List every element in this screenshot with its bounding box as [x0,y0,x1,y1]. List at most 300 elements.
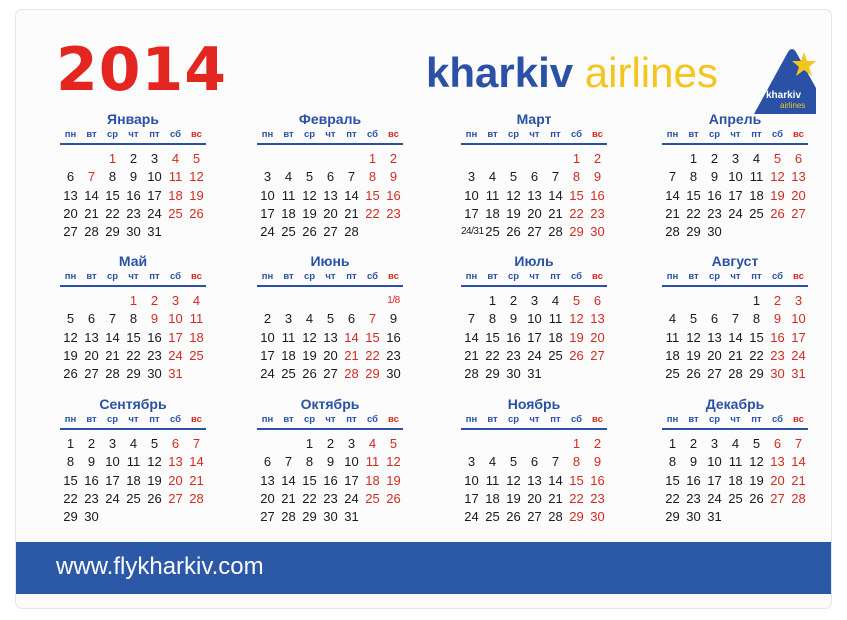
day-cell: 6 [773,436,782,451]
day-cell: 25 [281,224,296,240]
day-cell: 11 [485,472,500,488]
day-cell: 14 [548,187,563,203]
days-grid [662,435,808,526]
day-cell: 11 [126,454,141,470]
day-cell: 1 [488,293,497,308]
day-cell: 21 [344,347,359,363]
day-cell: 2 [129,151,138,166]
weekday-label: ср [106,271,119,282]
empty-cell [102,292,123,310]
day-cell: 6 [326,169,335,185]
day-cell: 16 [126,187,141,203]
month-name: Октябрь [300,396,360,412]
day-cell: 16 [323,472,338,488]
day-cell: 5 [305,169,314,185]
day-cell: 29 [105,224,120,240]
day-cell: 3 [467,454,476,470]
day-cell: 30 [84,509,99,525]
day-cell: 15 [569,187,584,203]
day-cell: 3 [263,169,272,185]
day-cell: 16 [386,329,401,345]
day-cell: 19 [386,472,401,488]
day-cell: 6 [530,454,539,470]
day-cell: 23 [770,347,785,363]
day-cell: 31 [791,366,806,382]
day-cell: 4 [668,311,677,327]
weekday-label: пн [666,414,679,425]
day-cell: 16 [686,472,701,488]
day-cell: 10 [791,311,806,327]
empty-cell [320,150,341,168]
weekday-label: ср [507,414,520,425]
day-cell: 12 [63,329,78,345]
weekday-label: пт [346,271,357,282]
day-cell: 25 [126,490,141,506]
day-cell: 7 [368,311,377,327]
day-cell: 18 [548,329,563,345]
weekday-label: ср [303,129,316,140]
weekday-label: вт [688,129,699,140]
day-cell: 19 [302,205,317,221]
day-cell: 17 [728,187,743,203]
day-cell: 6 [87,311,96,327]
day-cell: 23 [386,347,401,363]
day-cell: 4 [192,293,201,308]
brand-name [426,49,718,96]
day-cell: 12 [749,454,764,470]
day-cell: 30 [686,509,701,525]
day-cell: 17 [260,347,275,363]
weekday-label: пт [149,414,160,425]
day-cell: 2 [710,151,719,166]
day-cell: 13 [168,454,183,470]
day-cell: 13 [260,472,275,488]
weekday-header [60,270,206,287]
day-cell: 9 [389,311,398,327]
weekday-header [461,128,607,145]
month-block [662,110,808,241]
day-cell: 7 [347,169,356,185]
day-cell: 16 [590,187,605,203]
weekday-header [257,270,403,287]
month-name: Июль [514,253,554,269]
day-cell: 12 [569,311,584,327]
day-cell: 16 [386,187,401,203]
day-cell: 27 [63,224,78,240]
day-cell: 24 [260,366,275,382]
day-cell: 2 [326,436,335,451]
day-cell: 3 [150,151,159,166]
day-cell: 20 [527,490,542,506]
day-cell: 9 [773,311,782,327]
day-cell: 8 [305,454,314,470]
day-cell: 13 [527,472,542,488]
day-cell: 23 [707,205,722,221]
day-cell: 12 [686,329,701,345]
day-cell: 22 [749,347,764,363]
day-cell: 22 [63,490,78,506]
day-cell: 7 [87,169,96,185]
day-cell: 4 [488,169,497,185]
day-cell: 12 [302,187,317,203]
day-cell: 31 [168,366,183,382]
day-cell: 9 [593,454,602,470]
weekday-header [60,413,206,430]
day-cell: 27 [791,205,806,221]
day-cell: 6 [347,311,356,327]
weekday-label: ср [507,129,520,140]
day-cell: 23 [506,347,521,363]
weekday-label: вт [688,414,699,425]
day-cell: 4 [305,311,314,327]
day-cell: 10 [147,169,162,185]
day-cell: 31 [344,509,359,525]
day-cell: 29 [485,366,500,382]
day-cell: 17 [260,205,275,221]
day-cell: 25 [485,224,500,240]
day-cell: 19 [147,472,162,488]
day-cell: 2 [593,151,602,166]
day-cell: 1/8 [387,295,400,306]
day-cell: 1 [668,436,677,451]
day-cell: 30 [147,366,162,382]
day-cell: 5 [752,436,761,451]
empty-cell [60,150,81,168]
weekday-label: ср [106,129,119,140]
day-cell: 9 [389,169,398,185]
empty-cell [278,435,299,453]
day-cell: 8 [572,454,581,470]
logo-text-kharkiv: kharkiv [766,90,802,101]
day-cell: 14 [548,472,563,488]
day-cell: 26 [770,205,785,221]
day-cell: 2 [263,311,272,327]
weekday-label: пт [149,129,160,140]
day-cell: 28 [728,366,743,382]
empty-cell [545,150,566,168]
day-cell: 14 [464,329,479,345]
day-cell: 4 [129,436,138,451]
weekday-label: сб [771,271,784,282]
day-cell: 24 [707,490,722,506]
day-cell: 17 [464,490,479,506]
empty-cell [341,150,362,168]
month-name: Январь [107,111,159,127]
day-cell: 7 [284,454,293,470]
weekday-label: вс [191,271,202,282]
day-cell: 16 [590,472,605,488]
day-cell: 16 [770,329,785,345]
day-cell: 13 [770,454,785,470]
weekday-label: пт [550,271,561,282]
empty-cell [257,292,278,310]
empty-cell [524,435,545,453]
weekday-label: пт [346,414,357,425]
day-cell: 24 [105,490,120,506]
day-cell: 30 [590,509,605,525]
day-cell: 25 [749,205,764,221]
day-cell: 18 [485,205,500,221]
day-cell: 11 [168,169,183,185]
days-grid [257,150,403,241]
day-cell: 3 [108,436,117,451]
empty-cell [81,292,102,310]
day-cell: 5 [509,454,518,470]
month-block [257,252,403,383]
day-cell: 14 [105,329,120,345]
month-block [461,110,607,241]
day-cell: 15 [126,329,141,345]
day-cell: 31 [147,224,162,240]
weekday-header [257,413,403,430]
day-cell: 2 [87,436,96,451]
day-cell: 21 [344,205,359,221]
day-cell: 7 [192,436,201,451]
empty-cell [503,435,524,453]
brand-airlines: airlines [584,49,718,96]
weekday-label: вт [86,129,97,140]
day-cell: 3 [731,151,740,166]
weekday-label: вс [191,414,202,425]
empty-cell [278,150,299,168]
day-cell: 20 [323,205,338,221]
day-cell: 22 [686,205,701,221]
weekday-label: пн [666,271,679,282]
day-cell: 24 [344,490,359,506]
day-cell: 2 [389,151,398,166]
empty-cell [482,150,503,168]
weekday-label: сб [169,414,182,425]
days-grid [461,435,607,526]
empty-cell [704,292,725,310]
day-cell: 21 [189,472,204,488]
day-cell: 28 [281,509,296,525]
day-cell: 20 [527,205,542,221]
brand-kharkiv: kharkiv [426,49,574,96]
day-cell: 21 [728,347,743,363]
day-cell: 12 [189,169,204,185]
day-cell: 21 [105,347,120,363]
weekday-label: вс [388,271,399,282]
day-cell: 2 [773,293,782,308]
day-cell: 17 [147,187,162,203]
weekday-label: сб [169,271,182,282]
day-cell: 6 [530,169,539,185]
weekday-label: вт [688,271,699,282]
day-cell: 14 [189,454,204,470]
day-cell: 14 [665,187,680,203]
day-cell: 6 [66,169,75,185]
weekday-label: пн [666,129,679,140]
day-cell: 19 [506,205,521,221]
day-cell: 16 [84,472,99,488]
day-cell: 26 [189,205,204,221]
weekday-label: чт [128,129,139,140]
day-cell: 26 [63,366,78,382]
day-cell: 30 [707,224,722,240]
day-cell: 6 [171,436,180,451]
website-url[interactable]: www.flykharkiv.com [56,553,264,580]
day-cell: 28 [548,509,563,525]
day-cell: 24 [168,347,183,363]
day-cell: 11 [189,311,204,327]
day-cell: 10 [260,329,275,345]
day-cell: 26 [686,366,701,382]
weekday-label: вт [283,271,294,282]
day-cell: 27 [707,366,722,382]
weekday-label: сб [570,414,583,425]
weekday-label: сб [771,129,784,140]
weekday-label: чт [730,271,741,282]
day-cell: 17 [707,472,722,488]
day-cell: 26 [506,509,521,525]
weekday-label: пт [149,271,160,282]
day-cell: 8 [668,454,677,470]
weekday-label: пт [550,414,561,425]
day-cell: 1 [108,151,117,166]
day-cell: 18 [126,472,141,488]
day-cell: 27 [527,509,542,525]
weekday-label: пт [751,414,762,425]
weekday-label: чт [529,414,540,425]
day-cell: 28 [189,490,204,506]
empty-cell [662,292,683,310]
weekday-header [60,128,206,145]
day-cell: 4 [284,169,293,185]
day-cell: 16 [707,187,722,203]
day-cell: 17 [527,329,542,345]
days-grid [461,150,607,241]
day-cell: 29 [569,224,584,240]
day-cell: 21 [548,205,563,221]
day-cell: 29 [302,509,317,525]
day-cell: 14 [344,329,359,345]
weekday-label: сб [771,414,784,425]
day-cell: 13 [323,187,338,203]
day-cell: 28 [464,366,479,382]
day-cell: 4 [551,293,560,308]
empty-cell [482,435,503,453]
day-cell: 11 [281,329,296,345]
day-cell: 27 [770,490,785,506]
day-cell: 8 [108,169,117,185]
day-cell: 10 [168,311,183,327]
empty-cell [257,435,278,453]
day-cell: 11 [548,311,563,327]
weekday-label: вс [592,271,603,282]
airline-logo [746,46,818,116]
day-cell: 8 [66,454,75,470]
day-cell: 10 [464,187,479,203]
day-cell: 29 [63,509,78,525]
weekday-label: пт [550,129,561,140]
month-block [60,110,206,241]
weekday-label: ср [708,271,721,282]
day-cell: 8 [752,311,761,327]
weekday-label: ср [303,414,316,425]
day-cell: 7 [551,169,560,185]
day-cell: 10 [728,169,743,185]
weekday-label: пн [64,271,77,282]
day-cell: 12 [506,187,521,203]
day-cell: 22 [569,490,584,506]
day-cell: 10 [527,311,542,327]
day-cell: 1 [66,436,75,451]
year-title: 2014 [56,35,227,105]
day-cell: 15 [569,472,584,488]
day-cell: 3 [467,169,476,185]
day-cell: 3 [530,293,539,308]
day-cell: 3 [171,293,180,308]
day-cell: 18 [281,347,296,363]
weekday-label: вт [487,129,498,140]
day-cell: 10 [707,454,722,470]
day-cell: 16 [506,329,521,345]
days-grid [662,292,808,383]
day-cell: 1 [572,151,581,166]
day-cell: 3 [710,436,719,451]
weekday-label: вс [793,271,804,282]
day-cell: 11 [749,169,764,185]
empty-cell [725,292,746,310]
day-cell: 17 [791,329,806,345]
day-cell: 1 [752,293,761,308]
weekday-label: вс [793,414,804,425]
empty-cell [662,150,683,168]
day-cell: 19 [569,329,584,345]
day-cell: 26 [147,490,162,506]
day-cell: 7 [731,311,740,327]
weekday-label: вс [592,414,603,425]
day-cell: 31 [707,509,722,525]
day-cell: 6 [794,151,803,166]
day-cell: 11 [281,187,296,203]
month-block [461,252,607,383]
weekday-label: пн [261,129,274,140]
footer-bar [16,542,831,594]
day-cell: 15 [485,329,500,345]
day-cell: 9 [593,169,602,185]
empty-cell [461,292,482,310]
days-grid [461,292,607,383]
day-cell: 22 [665,490,680,506]
day-cell: 5 [572,293,581,308]
day-cell: 22 [365,347,380,363]
month-name: Сентябрь [99,396,167,412]
day-cell: 15 [302,472,317,488]
day-cell: 5 [326,311,335,327]
empty-cell [60,292,81,310]
empty-cell [320,292,341,310]
weekday-label: вт [283,414,294,425]
day-cell: 20 [63,205,78,221]
day-cell: 5 [773,151,782,166]
day-cell: 23 [147,347,162,363]
day-cell: 6 [263,454,272,470]
day-cell: 28 [105,366,120,382]
day-cell: 23 [590,490,605,506]
day-cell: 30 [770,366,785,382]
day-cell: 21 [548,490,563,506]
day-cell: 30 [126,224,141,240]
month-name: Декабрь [705,396,765,412]
day-cell: 7 [467,311,476,327]
weekday-label: ср [303,271,316,282]
day-cell: 2 [689,436,698,451]
day-cell: 15 [105,187,120,203]
day-cell: 24 [260,224,275,240]
empty-cell [299,150,320,168]
